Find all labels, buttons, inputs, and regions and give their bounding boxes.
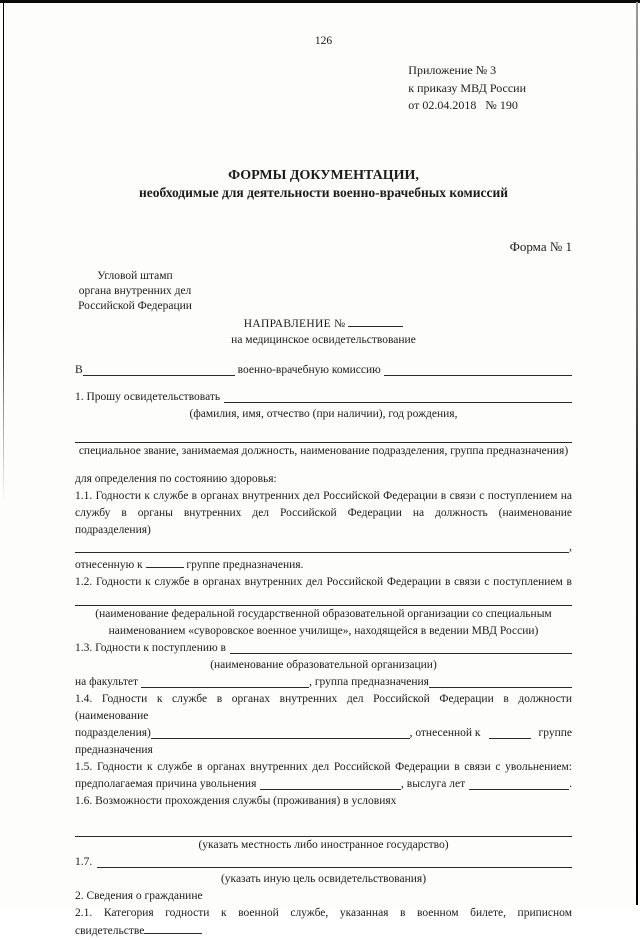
- page-right-border: [636, 2, 638, 905]
- direction-subtitle: на медицинское освидетельствование: [231, 333, 416, 346]
- item-1-fill-line: [75, 429, 572, 443]
- form-number-label: Форма № 1: [509, 238, 572, 254]
- item-1-4-blank2: [489, 738, 531, 739]
- appendix-block: [408, 62, 526, 115]
- item-1-blank: [224, 402, 572, 403]
- item-1-2-line1: 1.2. Годности к службе в органах внутренних дел Российской Федерации в связи с поступлением в: [75, 575, 572, 588]
- item-1-2-caption2: наименованием «суворовское военное училище», находящейся в ведении МВД России): [108, 624, 539, 637]
- item-1-1-comma: ,: [569, 540, 572, 553]
- item-1-4-suffix: группе: [538, 726, 572, 739]
- item-1-7-row: [75, 854, 572, 871]
- item-2-heading: 2. Сведения о гражданине: [75, 889, 203, 902]
- commission-tail-blank: [384, 375, 572, 376]
- item-1-2-caption1: (наименование федеральной государственной образовательной организации со специальным: [95, 607, 552, 620]
- item-1-6-caption: (указать местность либо иностранное государство): [198, 838, 449, 851]
- commission-prefix: В: [75, 363, 83, 376]
- faculty-prefix: на факультет: [75, 675, 139, 688]
- commission-row: [75, 362, 572, 379]
- item-1-3-lead: 1.3. Годности к поступлению в: [75, 641, 226, 654]
- item-1-4-blank1: [151, 738, 410, 739]
- item-1-1-line1: 1.1. Годности к службе в органах внутренних дел Российской Федерации в связи с поступлением на: [75, 489, 572, 502]
- item-1-3-faculty-row: [75, 674, 572, 691]
- item-1-4-line3: предназначения: [75, 743, 153, 756]
- document-title-line2: необходимые для деятельности военно-врачебных комиссий: [138, 184, 509, 200]
- stamp-line: Российской Федерации: [78, 299, 192, 312]
- item-1-1-group-blank: [146, 556, 184, 568]
- stamp-line: органа внутренних дел: [78, 284, 192, 297]
- item-1-3-row: [75, 640, 572, 657]
- item-2-1-line2: [75, 922, 572, 940]
- direction-title: НАПРАВЛЕНИЕ №: [243, 317, 346, 330]
- appendix-line: к приказу МВД России: [408, 80, 526, 95]
- page-content: [75, 0, 572, 940]
- item-2-1-line1: 2.1. Категория годности к военной службе, указанная в военном билете, приписном: [75, 906, 572, 919]
- item-1-5-line1: 1.5. Годности к службе в органах внутренних дел Российской Федерации в связи с увольнением:: [75, 760, 572, 773]
- document-title: [75, 167, 572, 201]
- stamp-line: Угловой штамп: [97, 269, 173, 282]
- item-1-1-tail-prefix: отнесенную к: [75, 558, 143, 571]
- item-1-1-blank: [75, 552, 569, 553]
- item-1-7-blank: [97, 867, 572, 868]
- direction-heading: [75, 315, 572, 348]
- item-1-1-line2: службу в органы внутренних дел Российской Федерации на должность (наименование подразделения): [75, 506, 572, 536]
- item-1-3-blank: [230, 653, 572, 654]
- item-1-lead: 1. Прошу освидетельствовать: [75, 390, 221, 403]
- item-1-5-prefix: предполагаемая причина увольнения: [75, 777, 257, 790]
- item-2-1-blank: [144, 922, 202, 934]
- item-1-3-caption: (наименование образовательной организации): [210, 658, 437, 671]
- document-title-line1: ФОРМЫ ДОКУМЕНТАЦИИ,: [228, 167, 419, 183]
- item-1-6-line1: 1.6. Возможности прохождения службы (проживания) в условиях: [75, 794, 397, 807]
- item-1-7-num: 1.7.: [75, 855, 93, 868]
- item-1-5-mid: , выслуга лет: [401, 777, 466, 790]
- item-1-5-blank1: [260, 789, 401, 790]
- item-1-7-caption: (указать иную цель освидетельствования): [220, 872, 427, 885]
- corner-stamp-block: [75, 269, 195, 314]
- health-lead: для определения по состоянию здоровья:: [75, 472, 277, 485]
- direction-number-blank: [348, 315, 403, 327]
- item-1-1-tail: [75, 556, 572, 574]
- item-1-4-line1: 1.4. Годности к службе в органах внутренних дел Российской Федерации в должности (наименование: [75, 692, 572, 722]
- item-1-5-period: .: [569, 777, 572, 790]
- item-1-2-fill-line: [75, 591, 572, 606]
- faculty-mid: , группа предназначения: [309, 675, 429, 688]
- faculty-blank: [141, 687, 309, 688]
- item-1-5-blank2: [469, 789, 569, 790]
- item-1-4-line2: [75, 725, 572, 742]
- item-1-1-tail-suffix: группе предназначения.: [186, 558, 304, 571]
- appendix-line: от 02.04.2018 № 190: [408, 98, 518, 112]
- item-1-row: [75, 389, 572, 406]
- appendix-line: Приложение № 3: [408, 63, 497, 77]
- item-1-1-fill-row: [75, 539, 572, 556]
- item-1-5-line2: [75, 776, 572, 793]
- commission-label: военно-врачебную комиссию: [237, 363, 381, 376]
- commission-name-blank: [83, 375, 235, 376]
- item-1-6-fill-line: [75, 823, 572, 837]
- item-1-4-prefix: подразделения): [75, 726, 151, 739]
- item-2-1-prefix: свидетельстве: [75, 924, 145, 937]
- page-number: 126: [314, 35, 333, 47]
- page-left-border: [3, 3, 4, 503]
- item-1-4-mid: , отнесенной к: [409, 726, 481, 739]
- faculty-group-blank: [429, 687, 572, 688]
- item-1-caption2: специальное звание, занимаемая должность, наименование подразделения, группа предназначения): [78, 444, 569, 457]
- item-1-caption1: (фамилия, имя, отчество (при наличии), год рождения,: [189, 407, 458, 420]
- direction-title-row: [75, 315, 572, 332]
